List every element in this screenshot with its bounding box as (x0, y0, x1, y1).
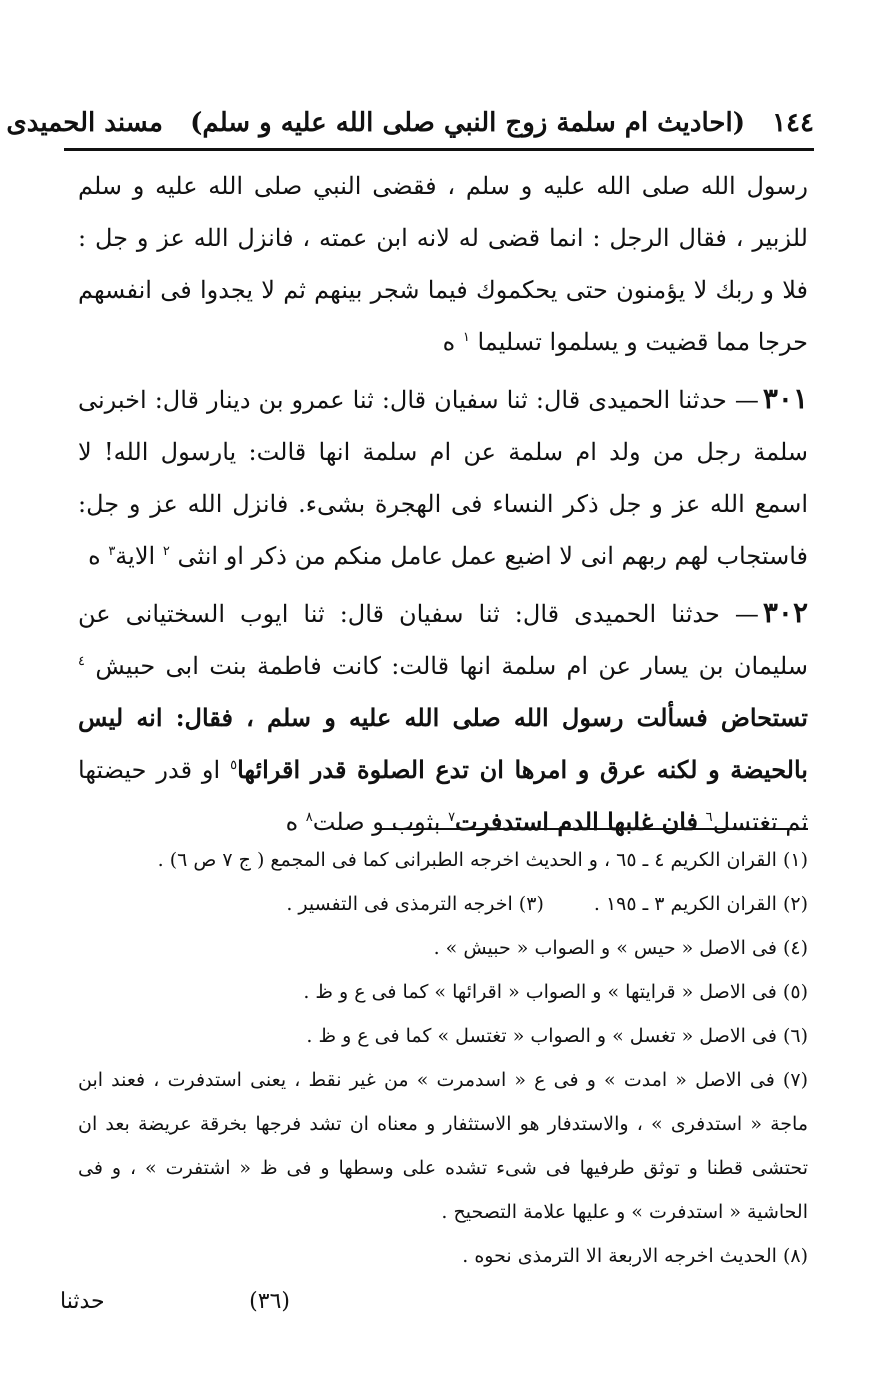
sheet-number: (٣٦) (249, 1289, 290, 1314)
end-mark: ه (88, 542, 101, 570)
footnote-2-3 (78, 882, 808, 926)
footnotes (78, 838, 808, 1278)
footnote-ref: ١ (462, 330, 470, 345)
footnote-ref: ٣ (108, 544, 116, 559)
hadith-number: ٣٠٢ (762, 596, 808, 629)
footnote-ref: ٤ (78, 654, 85, 669)
running-title: (احاديث ام سلمة زوج النبي صلى الله عليه و سلم) (190, 108, 746, 138)
end-mark: ه (442, 328, 456, 356)
book-title: مسند الحميدى (6, 108, 163, 138)
footnote-ref: ٦ (705, 810, 713, 825)
footnote-8: (٨) الحديث اخرجه الاربعة الا الترمذى نحوه . (462, 1245, 808, 1267)
page-number: ١٤٤ (772, 108, 814, 138)
footnote-7: (٧) فى الاصل « امدت » و فى ع « اسدمرت » من غير نقط ، يعنى استدفرت ، فعند ابن ماجة « استدفرى » ، والاستدفار هو الاستثفار و معناه ان تشد فرجها بخرقة عريضة بعد ان تحتشى قطنا و توثق طرفيها فى شىء تشده على وسطها و فى ظ « اشتفرت » ، و فى الحاشية « استدفرت » و عليها علامة التصحيح . (78, 1069, 808, 1223)
hadith-302: ٣٠٢— حدثنا الحميدى قال: ثنا سفيان قال: ثنا ايوب السختيانى عن سليمان بن يسار عن ام سلمة انها قالت: كانت فاطمة بنت ابى حبيش $^٤$ تستحاض فسألت رسول الله صلى الله عليه و سلم ، فقال: انه ليس بالحيضة و لكنه عرق و امرها ان تدع الصلوة قدر اقرائها$^٥$ او قدر حيضتها ثم تغتسل$^٦$ فان غلبها الدم استدفرت$^٧$ بثوب و صلت$^٨$ ه (78, 596, 808, 836)
catchword: حدثنا (60, 1289, 105, 1314)
footnote-rule (380, 828, 808, 830)
footnote-4: (٤) فى الاصل « حيس » و الصواب « حبيش » . (433, 937, 808, 959)
footnote-ref: ٢ (162, 544, 170, 559)
footnote-ref: ٥ (230, 758, 238, 773)
paragraph-continuation: رسول الله صلى الله عليه و سلم ، فقضى النبي صلى الله عليه و سلم للزبير ، فقال الرجل : انما قضى له لانه ابن عمته ، فانزل الله عز و جل : فلا و ربك لا يؤمنون حتى يحكموك فيما شجر بينهم ثم لا يجدوا فى انفسهم حرجا مما قضيت و يسلموا تسليما $^١$ ه (78, 172, 808, 356)
footnote-5: (٥) فى الاصل « قرايتها » و الصواب « اقرائها » كما فى ع و ظ . (303, 981, 808, 1003)
footnote-2: (٢) القران الكريم ٣ ـ ١٩٥ . (593, 893, 808, 915)
footnote-3: (٣) اخرجه الترمذى فى التفسير . (286, 893, 544, 915)
hadith-301: ٣٠١— حدثنا الحميدى قال: ثنا سفيان قال: ثنا عمرو بن دينار قال: اخبرنى سلمة رجل من ولد ام سلمة عن ام سلمة انها قالت: يارسول الله! لا اسمع الله عز و جل ذكر النساء فى الهجرة بشىء. فانزل الله عز و جل: فاستجاب لهم ربهم انى لا اضيع عمل عامل منكم من ذكر او انثى $^٢$ الاية$^٣$ ه (78, 382, 809, 570)
hadith-text: — حدثنا الحميدى قال: ثنا سفيان قال: ثنا ايوب السختيانى عن سليمان بن يسار عن ام سلمة انها قالت: كانت فاطمة بنت ابى حبيش (78, 600, 808, 680)
footnote-1: (١) القران الكريم ٤ ـ ٦٥ ، و الحديث اخرجه الطبرانى كما فى المجمع ( ج ٧ ص ٦) . (157, 849, 808, 871)
page-header (6, 100, 814, 146)
footnote-ref: ٨ (305, 810, 313, 825)
header-rule (64, 148, 814, 151)
page-footer (60, 1282, 390, 1322)
footnote-6: (٦) فى الاصل « تغسل » و الصواب « تغتسل » كما فى ع و ظ . (306, 1025, 808, 1047)
hadith-number: ٣٠١ (762, 382, 808, 415)
hadith-text: — حدثنا الحميدى قال: ثنا سفيان قال: ثنا عمرو بن دينار قال: اخبرنى سلمة رجل من ولد ام سلمة عن ام سلمة انها قالت: يارسول الله! لا اسمع الله عز و جل ذكر النساء فى الهجرة بشىء. فانزل الله عز و جل: فاستجاب لهم ربهم انى لا اضيع عمل عامل منكم من ذكر او انثى (78, 386, 809, 570)
footnote-ref: ٧ (448, 810, 456, 825)
end-mark: ه (285, 808, 299, 836)
main-text (78, 160, 808, 853)
